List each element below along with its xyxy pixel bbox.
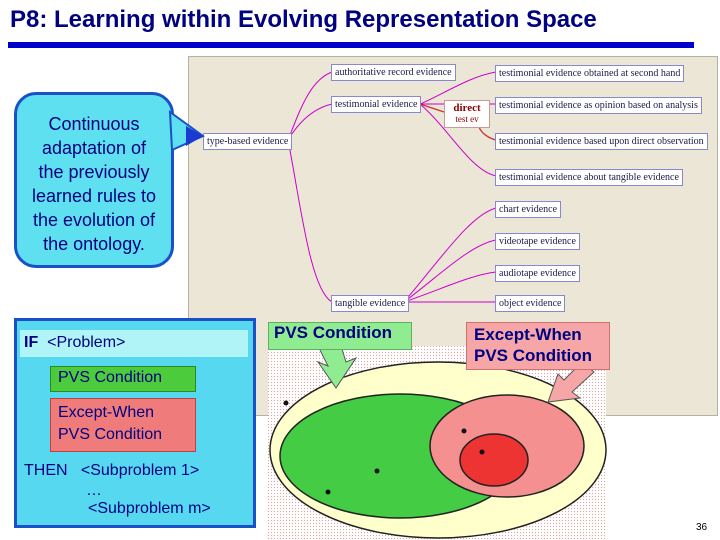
page-number: 36 <box>696 522 708 533</box>
node-leaf-object[interactable]: object evidence <box>495 295 565 312</box>
node-authoritative-record[interactable]: authoritative record evidence <box>331 64 456 81</box>
except-when-text-line1: Except-When <box>58 404 155 421</box>
venn-point <box>326 490 331 495</box>
last-subproblem: <Subproblem m> <box>88 500 211 517</box>
node-type-based[interactable]: type-based evidence <box>203 133 292 150</box>
page-title: P8: Learning within Evolving Representation Space <box>10 6 597 33</box>
callout-line: the evolution of <box>32 210 156 230</box>
node-leaf-opinion[interactable]: testimonial evidence as opinion based on analysis <box>495 97 702 114</box>
node-leaf-chart[interactable]: chart evidence <box>495 201 561 218</box>
callout-line: adaptation of <box>41 138 147 158</box>
then-ellipsis: … <box>86 482 102 499</box>
direct-node-line2: test ev <box>455 114 479 124</box>
node-leaf-second-hand[interactable]: testimonial evidence obtained at second hand <box>495 65 684 82</box>
venn-point <box>284 401 289 406</box>
except-label-line1: Except-When <box>474 325 582 344</box>
venn-point <box>375 469 380 474</box>
venn-point <box>462 429 467 434</box>
callout-line: Continuous <box>48 114 140 134</box>
node-testimonial[interactable]: testimonial evidence <box>331 96 421 113</box>
callout-line: the ontology. <box>43 234 145 254</box>
callout-line: the previously <box>38 162 150 182</box>
pvs-label: PVS Condition <box>274 323 393 342</box>
node-leaf-videotape[interactable]: videotape evidence <box>495 233 580 250</box>
if-keyword: IF <box>24 334 39 351</box>
except-label-line2: PVS Condition <box>474 346 593 365</box>
problem-label: <Problem> <box>47 334 126 351</box>
venn-inner-set <box>460 434 528 486</box>
venn-point <box>480 450 485 455</box>
pvs-condition-text: PVS Condition <box>58 369 163 386</box>
node-leaf-about-tangible[interactable]: testimonial evidence about tangible evidence <box>495 169 683 186</box>
except-when-text-line2: PVS Condition <box>58 426 163 443</box>
callout-line: learned rules to <box>31 186 157 206</box>
then-line: THEN <Subproblem 1> <box>24 462 200 479</box>
node-tangible[interactable]: tangible evidence <box>331 295 409 312</box>
direct-node-line1: direct <box>453 102 481 114</box>
node-leaf-direct-observation[interactable]: testimonial evidence based upon direct observation <box>495 133 708 150</box>
node-leaf-audiotape[interactable]: audiotape evidence <box>495 265 580 282</box>
